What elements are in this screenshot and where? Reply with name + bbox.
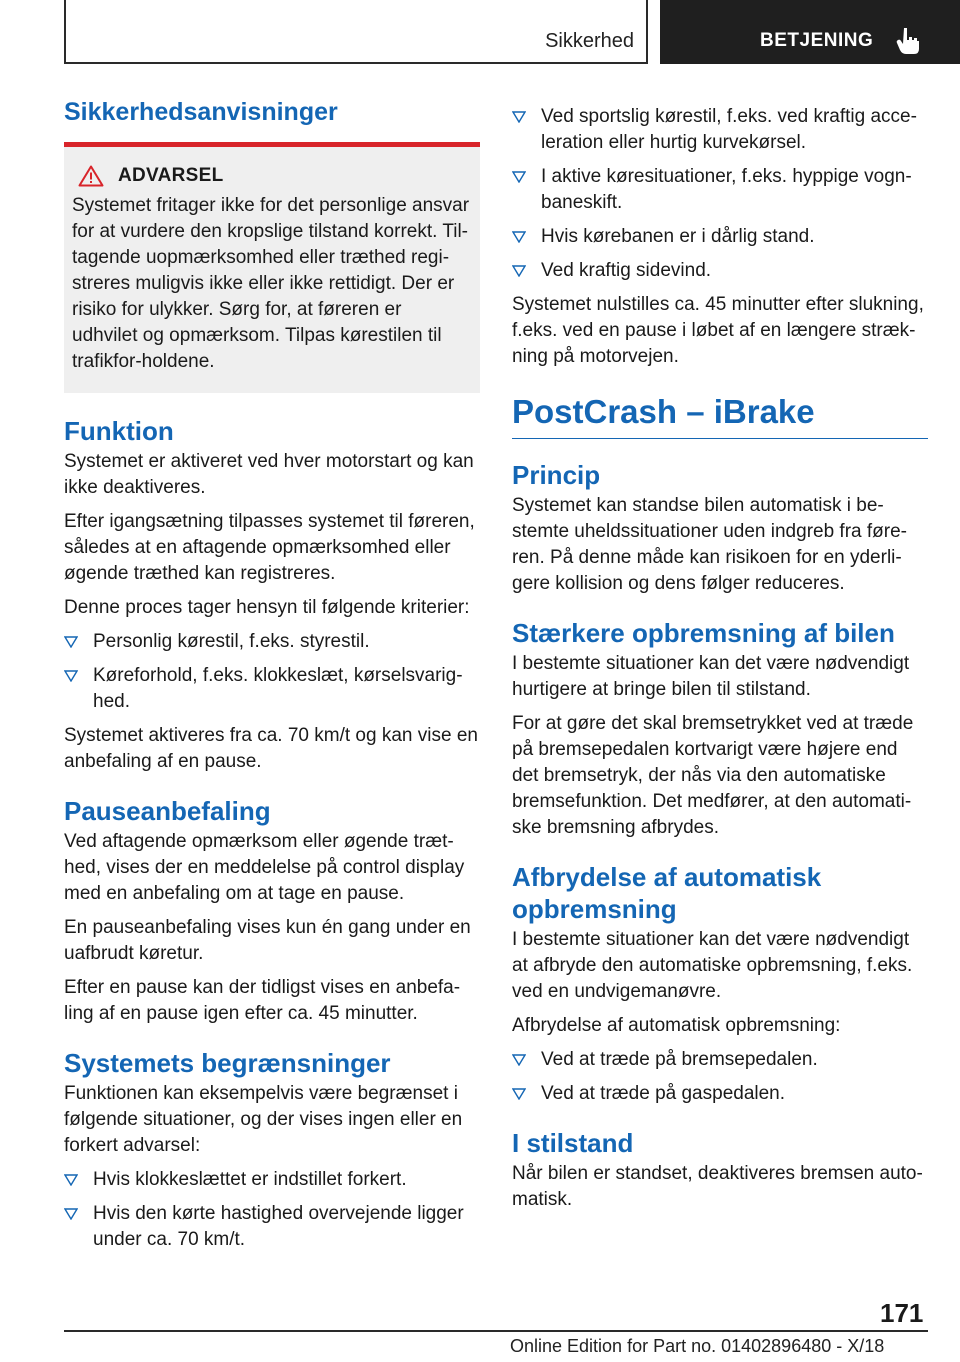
- list-item: Ved kraftig sidevind.: [512, 258, 928, 284]
- warning-text: Systemet fritager ikke for det personlige ansvar for at vurdere den kropslige tilstand korrekt. Til-tagende uopmærksomhed eller træthed regi-streres muligvis ikke eller ikke rettidigt. Der er risiko for ulykker. Sørg for, at føreren er udhvilet og opmærksom. Tilpas kørestilen til trafikfor-holdene.: [72, 195, 470, 372]
- heading-princip: Princip: [512, 460, 601, 490]
- limits-list: [64, 1167, 480, 1253]
- pause-paragraph-2: En pauseanbefaling vises kun én gang under en uafbrudt køretur.: [64, 917, 471, 964]
- right-column: [512, 104, 928, 1221]
- funktion-paragraph-4: Systemet aktiveres fra ca. 70 km/t og kan vise en anbefaling af en pause.: [64, 725, 478, 772]
- heading-pauseanbefaling: Pauseanbefaling: [64, 796, 271, 826]
- heading-i-stilstand: I stilstand: [512, 1128, 634, 1158]
- header-chapter-tab[interactable]: [660, 0, 960, 64]
- bullet-triangle-icon: [512, 265, 526, 277]
- braking-paragraph-2: For at gøre det skal bremsetrykket ved at træde på bremsepedalen kortvarigt være højere end det bremsetryk, der nås via den automatiske bremsefunktion. Det medfører, at den automati-ske bremsning afbrydes.: [512, 713, 914, 838]
- limits-paragraph-1: Funktionen kan eksempelvis være begrænset i følgende situationer, og der vises ingen eller en forkert advarsel:: [64, 1083, 463, 1156]
- interrupt-paragraph-2: Afbrydelse af automatisk opbremsning:: [512, 1015, 841, 1036]
- footer-divider: [64, 1330, 928, 1332]
- funktion-paragraph-1: Systemet er aktiveret ved hver motorstart og kan ikke deaktiveres.: [64, 451, 474, 498]
- bullet-triangle-icon: [512, 1054, 526, 1066]
- interrupt-list: [512, 1047, 928, 1107]
- header-section-box: [64, 0, 648, 64]
- list-item: Ved at træde på bremsepedalen.: [512, 1047, 928, 1073]
- bullet-triangle-icon: [512, 231, 526, 243]
- section-title-postcrash-ibrake: PostCrash – iBrake: [512, 392, 928, 439]
- list-item: Køreforhold, f.eks. klokkeslæt, kørselsvarig-hed.: [64, 663, 480, 715]
- list-item: Hvis klokkeslættet er indstillet forkert.: [64, 1167, 480, 1193]
- pointing-hand-icon: [896, 26, 922, 54]
- left-column: [64, 96, 480, 1261]
- funktion-criteria-list: [64, 629, 480, 715]
- standstill-paragraph-1: Når bilen er standset, deaktiveres bremsen auto-matisk.: [512, 1163, 923, 1210]
- funktion-paragraph-2: Efter igangsætning tilpasses systemet til føreren, således at en aftagende opmærksomhed eller øgende træthed kan registreres.: [64, 511, 475, 584]
- reset-paragraph: Systemet nulstilles ca. 45 minutter efter slukning, f.eks. ved en pause i løbet af en længere stræk-ning på motorvejen.: [512, 294, 924, 367]
- list-item: Hvis den kørte hastighed overvejende ligger under ca. 70 km/t.: [64, 1201, 480, 1253]
- bullet-triangle-icon: [64, 1208, 78, 1220]
- funktion-paragraph-3: Denne proces tager hensyn til følgende kriterier:: [64, 597, 470, 618]
- bullet-triangle-icon: [64, 1174, 78, 1186]
- warning-label: ADVARSEL: [118, 165, 224, 186]
- warning-box: [64, 147, 480, 393]
- list-item: Ved sportslig kørestil, f.eks. ved kraftig acce-leration eller hurtig kurvekørsel.: [512, 104, 928, 156]
- heading-funktion: Funktion: [64, 416, 174, 446]
- header-section-title: Sikkerhed: [545, 30, 634, 52]
- list-item: Ved at træde på gaspedalen.: [512, 1081, 928, 1107]
- braking-paragraph-1: I bestemte situationer kan det være nødvendigt hurtigere at bringe bilen til stilstand.: [512, 653, 910, 700]
- heading-staerkere-opbremsning: Stærkere opbremsning af bilen: [512, 618, 895, 648]
- interrupt-paragraph-1: I bestemte situationer kan det være nødvendigt at afbryde den automatiske opbremsning, f.eks. ved en undvigemanøvre.: [512, 929, 913, 1002]
- warning-header: [78, 165, 470, 187]
- section-title-sikkerhedsanvisninger: Sikkerhedsanvisninger: [64, 96, 480, 147]
- pause-paragraph-1: Ved aftagende opmærksom eller øgende træt-hed, vises der en meddelelse på control display med en anbefaling om at tage en pause.: [64, 831, 465, 904]
- princip-paragraph-1: Systemet kan standse bilen automatisk i be-stemte uheldssituationer uden indgreb fra føre-ren. På denne måde kan risikoen for en yderli-gere kollision og dens følger reduceres.: [512, 495, 907, 594]
- heading-systemets-begraensninger: Systemets begrænsninger: [64, 1048, 391, 1078]
- limits-list-continued: [512, 104, 928, 284]
- pause-paragraph-3: Efter en pause kan der tidligst vises en anbefa-ling af en pause igen efter ca. 45 minutter.: [64, 977, 461, 1024]
- bullet-triangle-icon: [512, 111, 526, 123]
- bullet-triangle-icon: [64, 670, 78, 682]
- list-item: Personlig kørestil, f.eks. styrestil.: [64, 629, 480, 655]
- heading-afbrydelse: Afbrydelse af automatisk opbremsning: [512, 862, 822, 924]
- warning-triangle-icon: [78, 165, 104, 187]
- bullet-triangle-icon: [512, 171, 526, 183]
- page-number: 171: [880, 1298, 924, 1328]
- footer-edition-text: Online Edition for Part no. 01402896480 - X/18: [510, 1336, 885, 1356]
- list-item: I aktive køresituationer, f.eks. hyppige vogn-baneskift.: [512, 164, 928, 216]
- header-chapter-title: BETJENING: [760, 30, 874, 51]
- list-item: Hvis kørebanen er i dårlig stand.: [512, 224, 928, 250]
- bullet-triangle-icon: [512, 1088, 526, 1100]
- bullet-triangle-icon: [64, 636, 78, 648]
